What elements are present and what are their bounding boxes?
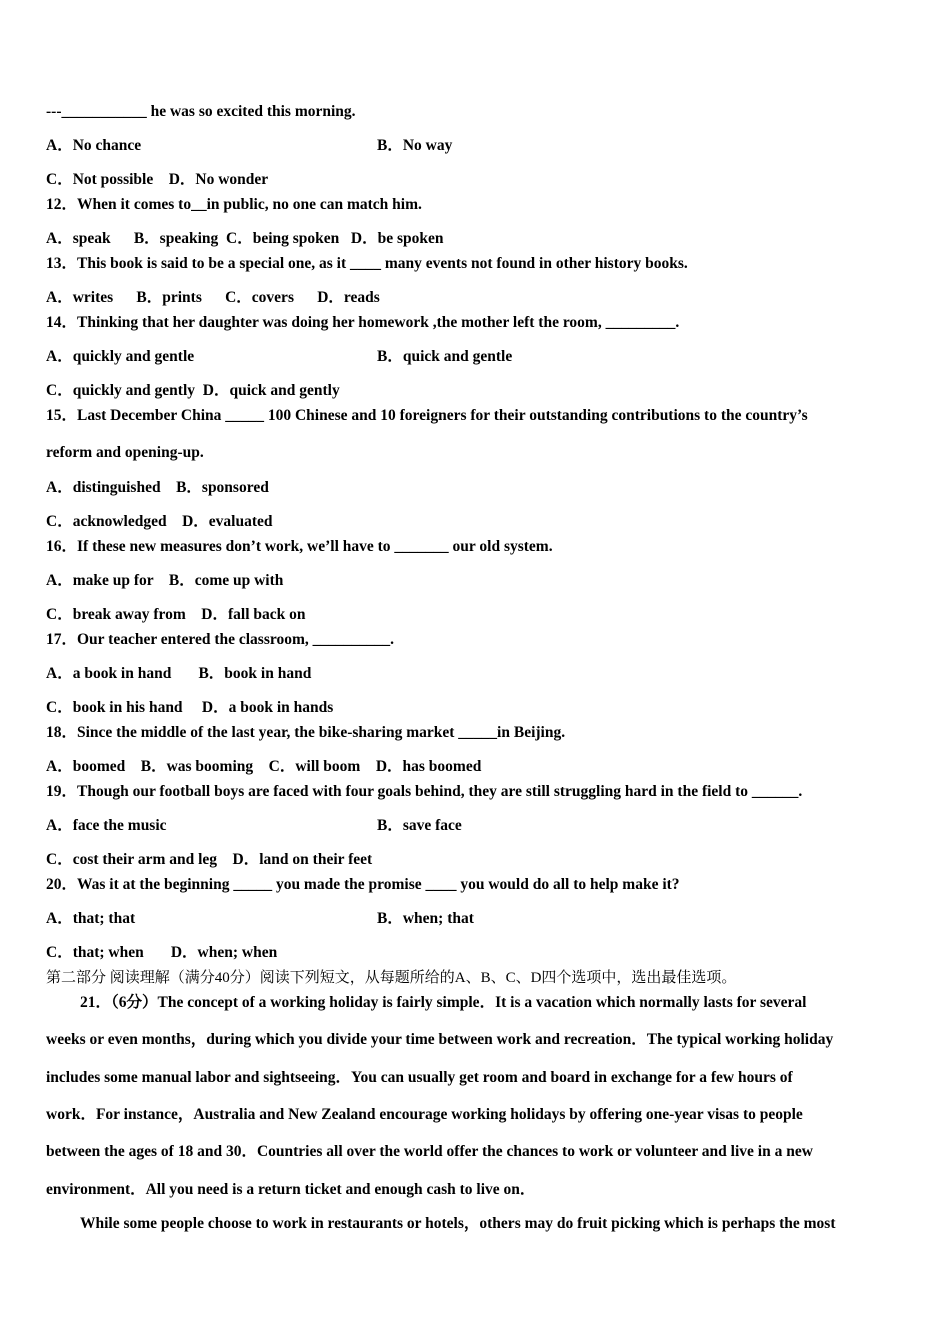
question-12-stem: 12．When it comes to__in public, no one can match him. — [46, 196, 422, 213]
question-16-stem: 16．If these new measures don’t work, we’ll have to _______ our old system. — [46, 538, 553, 555]
option-row: C．that; when D．when; when — [46, 944, 278, 961]
option-row: B．when; that — [377, 910, 474, 927]
passage-line: While some people choose to work in restaurants or hotels，others may do fruit picking which is perhaps the most — [80, 1215, 836, 1232]
passage-line: 21．（6分）The concept of a working holiday is fairly simple．It is a vacation which normally lasts for several — [80, 994, 807, 1011]
option-row: C．Not possible D．No wonder — [46, 171, 269, 188]
passage-line: environment．All you need is a return ticket and enough cash to live on． — [46, 1181, 536, 1198]
option-row: C．book in his hand D．a book in hands — [46, 699, 334, 716]
question-15-stem: 15．Last December China _____ 100 Chinese and 10 foreigners for their outstanding contributions to the country’s — [46, 407, 808, 424]
option-row: A．make up for B．come up with — [46, 572, 284, 589]
option-row: C．break away from D．fall back on — [46, 606, 306, 623]
option-row: C．acknowledged D．evaluated — [46, 513, 273, 530]
option-row: A．writes B．prints C．covers D．reads — [46, 289, 380, 306]
option-row: B．save face — [377, 817, 462, 834]
question-18-stem: 18．Since the middle of the last year, the bike-sharing market _____in Beijing. — [46, 724, 566, 741]
passage-line: work．For instance，Australia and New Zealand encourage working holidays by offering one-year visas to people — [46, 1106, 803, 1123]
option-row: A．that; that — [46, 910, 136, 927]
section-heading: 第二部分 阅读理解（满分40分）阅读下列短文，从每题所给的A、B、C、D四个选项中，选出最佳选项。 — [46, 970, 737, 986]
option-row: A．face the music — [46, 817, 167, 834]
option-row: A．distinguished B．sponsored — [46, 479, 269, 496]
passage-line: weeks or even months，during which you divide your time between work and recreation．The typical working holiday — [46, 1031, 834, 1048]
option-row: A．No chance — [46, 137, 142, 154]
question-19-stem: 19．Though our football boys are faced with four goals behind, they are still struggling hard in the field to ______. — [46, 783, 803, 800]
option-row: A．boomed B．was booming C．will boom D．has boomed — [46, 758, 482, 775]
question-11-stem: ---___________ he was so excited this morning. — [46, 103, 356, 120]
option-row: A．a book in hand B．book in hand — [46, 665, 312, 682]
question-14-stem: 14．Thinking that her daughter was doing her homework ,the mother left the room, _________. — [46, 314, 680, 331]
option-row: C．quickly and gently D．quick and gently — [46, 382, 340, 399]
question-15-stem-cont: reform and opening-up. — [46, 444, 204, 461]
question-13-stem: 13．This book is said to be a special one, as it ____ many events not found in other history books. — [46, 255, 688, 272]
question-17-stem: 17．Our teacher entered the classroom, __________. — [46, 631, 394, 648]
option-row: A．speak B．speaking C．being spoken D．be spoken — [46, 230, 444, 247]
option-row: B．No way — [377, 137, 453, 154]
option-row: C．cost their arm and leg D．land on their feet — [46, 851, 373, 868]
passage-line: between the ages of 18 and 30．Countries all over the world offer the chances to work or volunteer and live in a new — [46, 1143, 813, 1160]
option-row: B．quick and gentle — [377, 348, 513, 365]
question-20-stem: 20．Was it at the beginning _____ you made the promise ____ you would do all to help make it? — [46, 876, 680, 893]
passage-line: includes some manual labor and sightseeing．You can usually get room and board in exchange for a few hours of — [46, 1069, 793, 1086]
option-row: A．quickly and gentle — [46, 348, 195, 365]
